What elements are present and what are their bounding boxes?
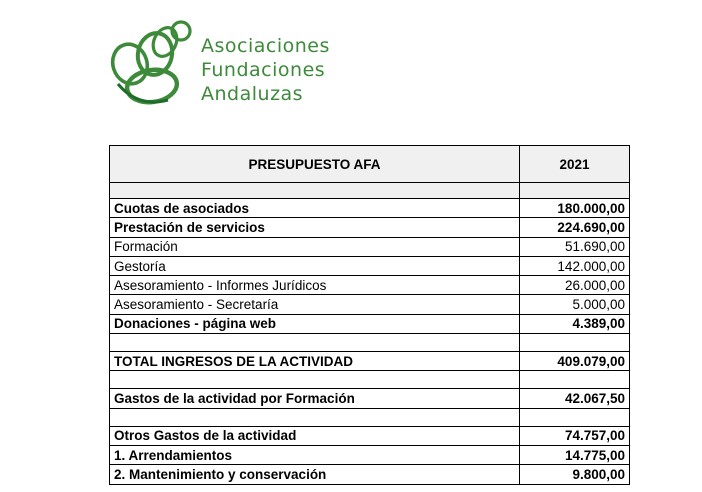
row-value: 4.389,00 [520,314,630,333]
row-label: Asesoramiento - Informes Jurídicos [110,276,520,295]
table-row [110,256,630,275]
table-row [110,371,630,389]
rings-logo-icon [108,16,203,116]
row-value [520,371,630,389]
row-label: Cuotas de asociados [110,199,520,218]
row-label: 2. Mantenimiento y conservación [110,465,520,484]
row-value: 142.000,00 [520,256,630,275]
table-row [110,314,630,333]
row-label: TOTAL INGRESOS DE LA ACTIVIDAD [110,352,520,371]
logo-text [201,34,330,106]
table-row [110,465,630,484]
row-label: Otros Gastos de la actividad [110,426,520,445]
row-value: 5.000,00 [520,295,630,314]
row-value: 180.000,00 [520,199,630,218]
table-row [110,352,630,371]
table-header-row [110,146,630,183]
row-value: 224.690,00 [520,218,630,237]
row-value [520,408,630,426]
table-row [110,426,630,445]
row-value: 409.079,00 [520,352,630,371]
budget-table-body [110,183,630,485]
table-row [110,334,630,352]
row-value: 74.757,00 [520,426,630,445]
row-value [520,334,630,352]
row-value: 26.000,00 [520,276,630,295]
row-label: 1. Arrendamientos [110,445,520,464]
header-concept: PRESUPUESTO AFA [110,146,520,183]
table-row [110,295,630,314]
row-label: Asesoramiento - Secretaría [110,295,520,314]
row-label [110,371,520,389]
logo-line-1: Asociaciones [201,35,330,57]
logo-line-3: Andaluzas [201,83,304,105]
table-row [110,408,630,426]
row-value: 42.067,50 [520,389,630,408]
row-label: Prestación de servicios [110,218,520,237]
row-label: Gastos de la actividad por Formación [110,389,520,408]
row-label [110,334,520,352]
row-value: 14.775,00 [520,445,630,464]
row-label: Gestoría [110,256,520,275]
row-label [110,183,520,199]
row-label [110,408,520,426]
table-row [110,389,630,408]
budget-table [109,145,630,485]
header-year: 2021 [520,146,630,183]
table-row [110,218,630,237]
table-row [110,199,630,218]
table-row [110,183,630,199]
afa-logo [108,16,338,116]
row-value: 9.800,00 [520,465,630,484]
table-row [110,237,630,256]
row-value: 51.690,00 [520,237,630,256]
row-label: Donaciones - página web [110,314,520,333]
row-value [520,183,630,199]
logo-line-2: Fundaciones [201,59,326,81]
row-label: Formación [110,237,520,256]
table-row [110,445,630,464]
table-row [110,276,630,295]
